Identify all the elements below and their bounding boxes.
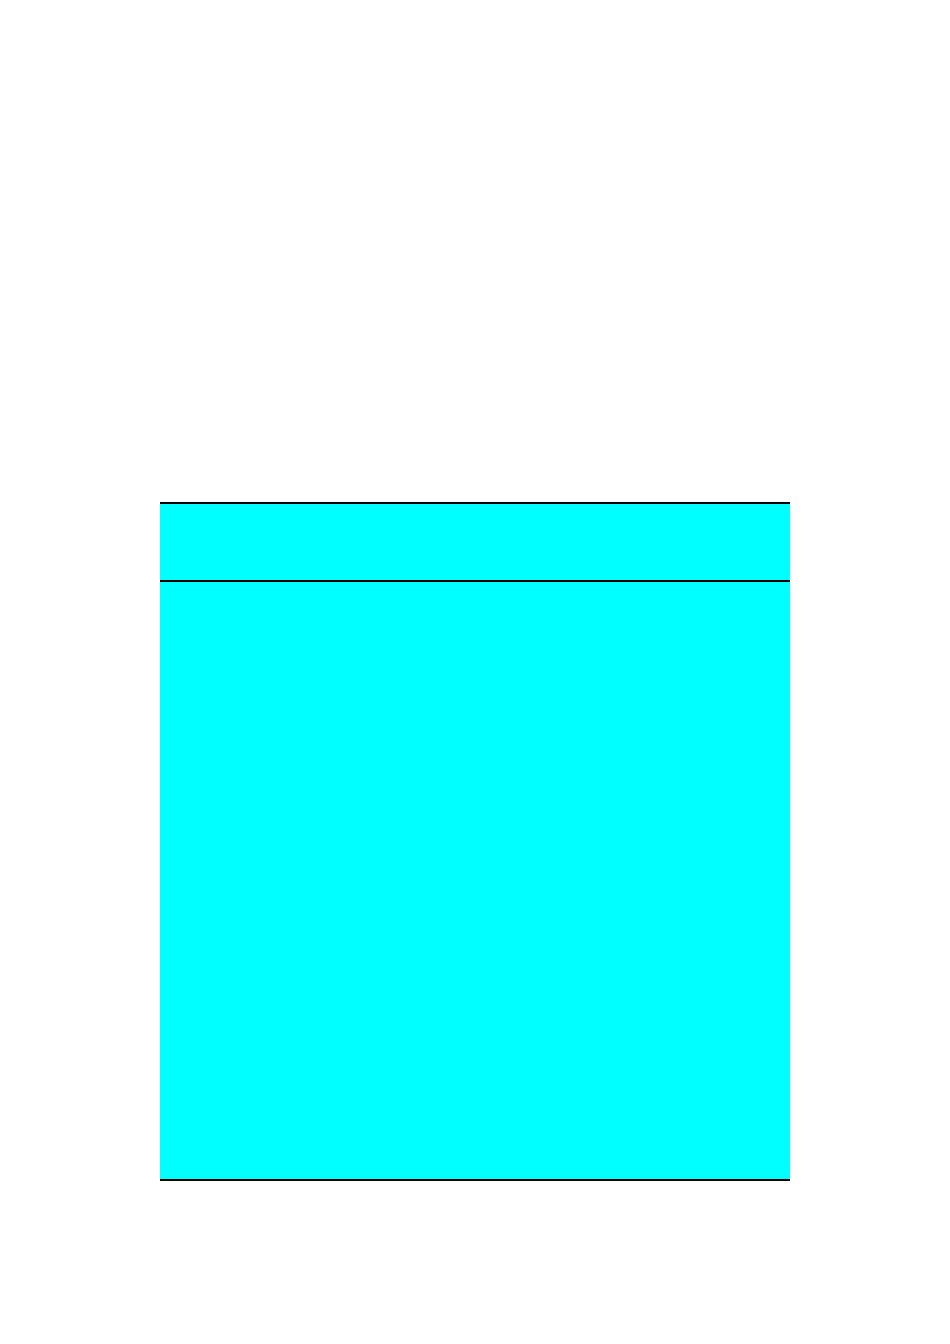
statement-period: [160, 559, 790, 584]
income-statement-table: [160, 502, 790, 1181]
statement-title: [160, 535, 790, 560]
statement-header: [160, 504, 790, 582]
company-name: [160, 510, 790, 535]
